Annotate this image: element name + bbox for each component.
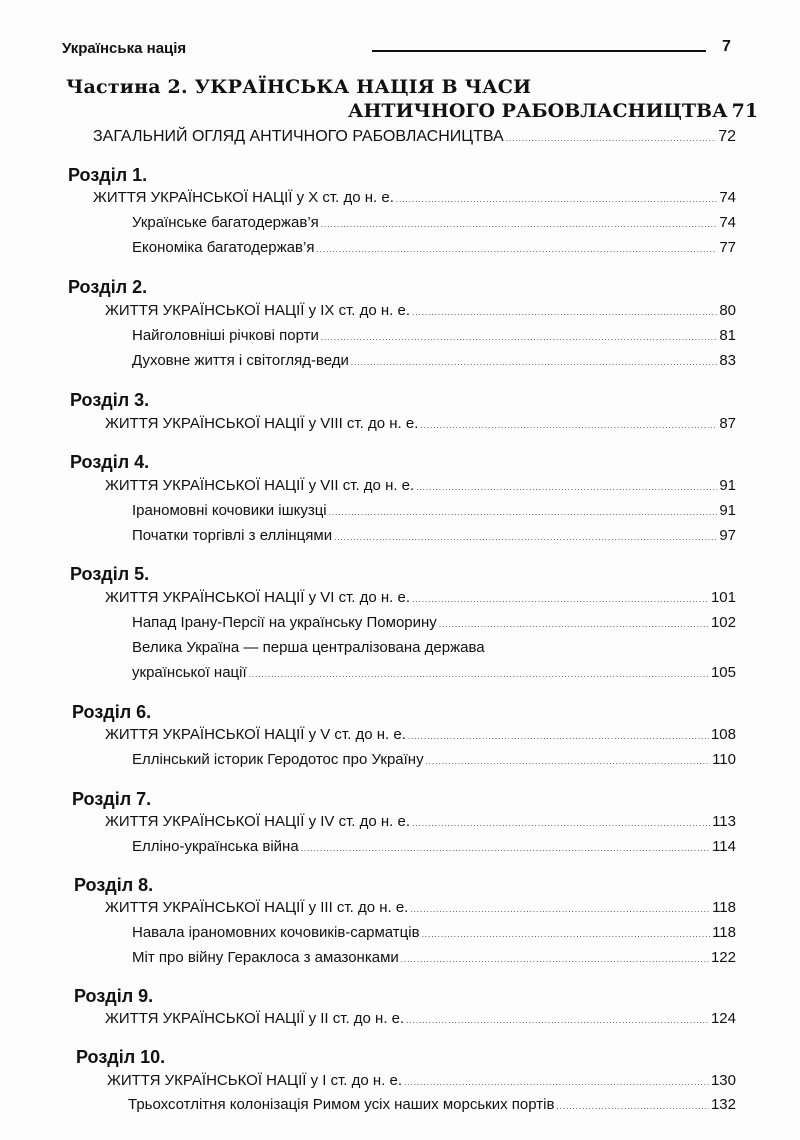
toc-entry-page: 122 — [710, 949, 736, 966]
leader-dots — [329, 508, 718, 517]
toc-entry-page: 110 — [712, 751, 736, 768]
toc-item-entry[interactable] — [132, 614, 736, 631]
section-heading: Розділ 6. — [72, 702, 152, 722]
toc-entry-page: 91 — [719, 502, 736, 519]
toc-entry-title: Іраномовні кочовики ішкузці — [132, 502, 327, 519]
toc-entry-page: 114 — [712, 838, 736, 855]
toc-chapter-entry[interactable] — [105, 589, 736, 606]
toc-entry-page: 97 — [719, 527, 736, 544]
toc-chapter-entry[interactable] — [105, 477, 736, 494]
toc-item-entry[interactable] — [132, 924, 736, 941]
leader-dots — [416, 483, 717, 492]
toc-item-entry[interactable] — [132, 949, 736, 966]
leader-dots — [412, 308, 717, 317]
leader-dots — [401, 955, 709, 964]
toc-entry-title: Навала іраномовних кочовиків-сарматців — [132, 924, 420, 941]
toc-entry-title: ЖИТТЯ УКРАЇНСЬКОЇ НАЦІЇ у IV ст. до н. е. — [105, 813, 411, 830]
toc-item-entry[interactable] — [132, 664, 736, 681]
toc-item-entry[interactable] — [132, 527, 736, 544]
leader-dots — [301, 844, 710, 853]
leader-dots — [316, 245, 717, 254]
toc-entry-title: Еллінський історик Геродотос про Україну — [132, 751, 424, 768]
leader-dots — [412, 819, 710, 828]
part-title-line2: АНТИЧНОГО РАБОВЛАСНИЦТВА — [348, 100, 728, 122]
leader-dots — [404, 1078, 709, 1087]
section-heading: Розділ 9. — [74, 986, 154, 1006]
toc-entry-page: 102 — [710, 614, 736, 631]
toc-item-entry[interactable] — [132, 502, 736, 519]
toc-entry-page: 124 — [710, 1010, 736, 1027]
running-title: Українська нація — [62, 40, 187, 57]
toc-entry-page: 113 — [712, 813, 736, 830]
section-heading: Розділ 7. — [72, 789, 152, 809]
section-heading: Розділ 1. — [68, 165, 148, 185]
toc-chapter-entry[interactable] — [93, 189, 736, 206]
toc-entry-title-line1: Велика Україна — перша централізована держава — [132, 639, 485, 656]
toc-entry-title: ЖИТТЯ УКРАЇНСЬКОЇ НАЦІЇ у VII ст. до н. е. — [105, 477, 415, 494]
leader-dots — [351, 358, 717, 367]
toc-entry-title: ЖИТТЯ УКРАЇНСЬКОЇ НАЦІЇ у III ст. до н. е. — [105, 899, 409, 916]
toc-chapter-entry[interactable] — [105, 899, 736, 916]
toc-entry-title: ЖИТТЯ УКРАЇНСЬКОЇ НАЦІЇ у VIII ст. до н. е. — [105, 415, 419, 432]
toc-chapter-entry[interactable] — [107, 1072, 736, 1089]
leader-dots — [408, 732, 709, 741]
leader-dots — [321, 220, 718, 229]
toc-item-entry[interactable] — [132, 352, 736, 369]
leader-dots — [321, 333, 717, 342]
toc-entry-page: 81 — [719, 327, 736, 344]
toc-entry-page: 72 — [718, 128, 736, 145]
toc-entry-page: 132 — [710, 1096, 736, 1113]
section-heading: Розділ 2. — [68, 277, 148, 297]
toc-entry-title: Напад Ірану-Персії на українську Поморину — [132, 614, 437, 631]
toc-entry-page: 105 — [710, 664, 736, 681]
toc-entry-title: ЖИТТЯ УКРАЇНСЬКОЇ НАЦІЇ у V ст. до н. е. — [105, 726, 406, 743]
toc-entry-page: 77 — [719, 239, 736, 256]
toc-item-entry[interactable] — [132, 327, 736, 344]
toc-entry-title: ЗАГАЛЬНИЙ ОГЛЯД АНТИЧНОГО РАБОВЛАСНИЦТВА — [93, 128, 504, 145]
part-page: 71 — [731, 100, 759, 122]
toc-entry-page: 87 — [719, 415, 736, 432]
toc-entry-title: Трьохсотлітня колонізація Римом усіх наших морських портів — [128, 1096, 555, 1113]
toc-entry-page: 118 — [712, 924, 736, 941]
leader-dots — [396, 195, 717, 204]
toc-entry-page: 74 — [719, 214, 736, 231]
toc-item-entry[interactable] — [132, 214, 736, 231]
toc-entry-title: ЖИТТЯ УКРАЇНСЬКОЇ НАЦІЇ у II ст. до н. е. — [105, 1010, 405, 1027]
leader-dots — [422, 930, 711, 939]
toc-entry-title: Найголовніші річкові порти — [132, 327, 319, 344]
toc-entry-title: ЖИТТЯ УКРАЇНСЬКОЇ НАЦІЇ у X ст. до н. е. — [93, 189, 394, 206]
toc-entry-page: 118 — [712, 899, 736, 916]
header-rule — [372, 50, 706, 52]
toc-item-entry[interactable] — [128, 1096, 736, 1113]
leader-dots — [506, 134, 717, 143]
part-title-line2-entry[interactable] — [348, 100, 759, 122]
toc-entry-page: 108 — [710, 726, 736, 743]
toc-entry-page: 83 — [719, 352, 736, 369]
leader-dots — [249, 670, 709, 679]
section-heading: Розділ 10. — [76, 1047, 166, 1067]
section-heading: Розділ 5. — [70, 564, 150, 584]
toc-entry-title: Елліно-українська війна — [132, 838, 299, 855]
leader-dots — [334, 533, 717, 542]
toc-entry-page: 101 — [710, 589, 736, 606]
leader-dots — [439, 620, 709, 629]
toc-chapter-entry[interactable] — [105, 726, 736, 743]
part-title-line1: Частина 2. УКРАЇНСЬКА НАЦІЯ В ЧАСИ — [66, 76, 532, 98]
section-heading: Розділ 4. — [70, 452, 150, 472]
toc-item-entry[interactable] — [132, 838, 736, 855]
toc-entry-page: 74 — [719, 189, 736, 206]
toc-entry-title: Українське багатодержав’я — [132, 214, 319, 231]
toc-chapter-entry[interactable] — [105, 813, 736, 830]
leader-dots — [406, 1016, 709, 1025]
toc-chapter-entry[interactable] — [105, 1010, 736, 1027]
toc-entry-page: 80 — [719, 302, 736, 319]
toc-item-entry[interactable] — [132, 751, 736, 768]
toc-entry-title: ЖИТТЯ УКРАЇНСЬКОЇ НАЦІЇ у IX ст. до н. е. — [105, 302, 411, 319]
toc-entry-title: Економіка багатодержав’я — [132, 239, 315, 256]
toc-entry-title: української нації — [132, 664, 247, 681]
toc-entry-title: Духовне життя і світогляд-веди — [132, 352, 349, 369]
toc-entry-title: ЖИТТЯ УКРАЇНСЬКОЇ НАЦІЇ у VI ст. до н. е. — [105, 589, 411, 606]
toc-entry-page: 130 — [710, 1072, 736, 1089]
leader-dots — [412, 595, 709, 604]
toc-chapter-entry[interactable] — [105, 415, 736, 432]
section-heading: Розділ 3. — [70, 390, 150, 410]
leader-dots — [420, 421, 717, 430]
toc-item-entry[interactable] — [132, 239, 736, 256]
toc-entry-page: 91 — [719, 477, 736, 494]
leader-dots — [426, 757, 711, 766]
page-number: 7 — [722, 38, 731, 55]
toc-entry-overview[interactable] — [93, 128, 736, 146]
toc-chapter-entry[interactable] — [105, 302, 736, 319]
toc-entry-title: Міт про війну Гераклоса з амазонками — [132, 949, 399, 966]
toc-entry-title: Початки торгівлі з еллінцями — [132, 527, 333, 544]
section-heading: Розділ 8. — [74, 875, 154, 895]
leader-dots — [556, 1102, 709, 1111]
leader-dots — [410, 905, 710, 914]
toc-entry-title: ЖИТТЯ УКРАЇНСЬКОЇ НАЦІЇ у I ст. до н. е. — [107, 1072, 403, 1089]
